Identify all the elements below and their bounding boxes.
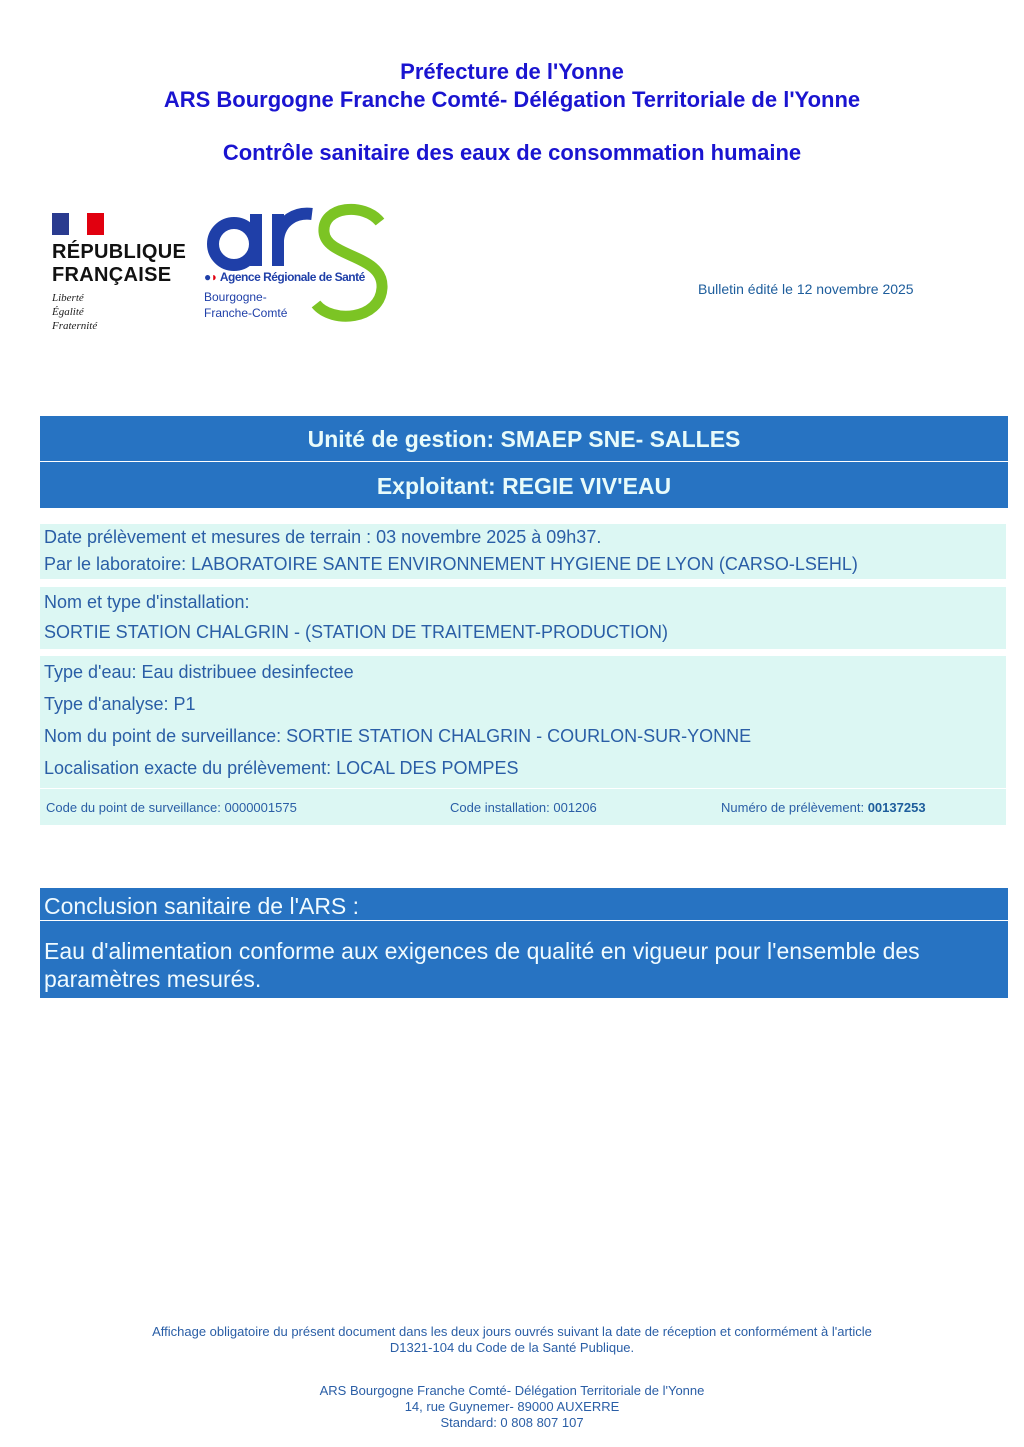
ars-half-circle-icon: ◗ — [210, 270, 218, 284]
header-title: Contrôle sanitaire des eaux de consommation humaine — [222, 140, 802, 165]
rf-title-2: FRANÇAISE — [52, 264, 172, 286]
prelevement-value: 00137253 — [867, 799, 926, 815]
code-point-label: Code du point de surveillance: — [46, 799, 221, 815]
flag-icon — [52, 213, 104, 235]
codes-row — [40, 789, 1006, 825]
motto-3: Fraternité — [52, 320, 98, 332]
motto-1: Liberté — [52, 292, 84, 304]
ars-region-1: Bourgogne- — [204, 290, 267, 304]
header-ars: ARS Bourgogne Franche Comté- Délégation Territoriale de l'Yonne — [163, 87, 861, 112]
republique-francaise-logo — [52, 213, 187, 333]
exploitant: Exploitant: REGIE VIV'EAU — [40, 462, 1008, 508]
sample-date: Date prélèvement et mesures de terrain : 03 novembre 2025 à 09h37. — [44, 527, 602, 547]
installation-label: Nom et type d'installation: — [44, 592, 250, 612]
unite-gestion: Unité de gestion: SMAEP SNE- SALLES — [40, 416, 1008, 461]
bulletin-date: Bulletin édité le 12 novembre 2025 — [698, 281, 914, 297]
conclusion-text: Eau d'alimentation conforme aux exigences de qualité en vigueur pour l'ensemble des paramètres mesurés. — [40, 921, 1008, 998]
point-surveillance: Nom du point de surveillance: SORTIE STATION CHALGRIN - COURLON-SUR-YONNE — [44, 726, 752, 746]
type-eau: Type d'eau: Eau distribuee desinfectee — [44, 662, 354, 682]
installation-value: SORTIE STATION CHALGRIN - (STATION DE TRAITEMENT-PRODUCTION) — [44, 622, 669, 642]
code-point-value: 0000001575 — [224, 799, 297, 815]
address-3: Standard: 0 808 807 107 — [440, 1415, 584, 1430]
type-analyse: Type d'analyse: P1 — [44, 694, 196, 714]
ars-logo — [204, 200, 394, 325]
notice-2: D1321-104 du Code de la Santé Publique. — [389, 1340, 635, 1355]
ars-region-2: Franche-Comté — [204, 306, 288, 320]
header-prefecture: Préfecture de l'Yonne — [400, 59, 624, 84]
localisation: Localisation exacte du prélèvement: LOCAL DES POMPES — [44, 758, 519, 778]
ars-agency: Agence Régionale de Santé — [219, 270, 365, 284]
conclusion-title: Conclusion sanitaire de l'ARS : — [40, 888, 1008, 920]
sample-lab: Par le laboratoire: LABORATOIRE SANTE ENVIRONNEMENT HYGIENE DE LYON (CARSO-LSEHL) — [44, 554, 858, 574]
code-install-value: 001206 — [553, 799, 597, 815]
motto-2: Égalité — [52, 306, 84, 318]
ars-dot-icon: ● — [204, 270, 211, 284]
notice-1: Affichage obligatoire du présent document dans les deux jours ouvrés suivant la date de réception et conformément à l'article — [152, 1324, 872, 1339]
code-install-label: Code installation: — [450, 799, 550, 815]
rf-title-1: RÉPUBLIQUE — [52, 241, 187, 263]
address-1: ARS Bourgogne Franche Comté- Délégation Territoriale de l'Yonne — [319, 1383, 705, 1398]
address-2: 14, rue Guynemer- 89000 AUXERRE — [404, 1399, 620, 1414]
prelevement-label: Numéro de prélèvement: — [721, 799, 865, 815]
